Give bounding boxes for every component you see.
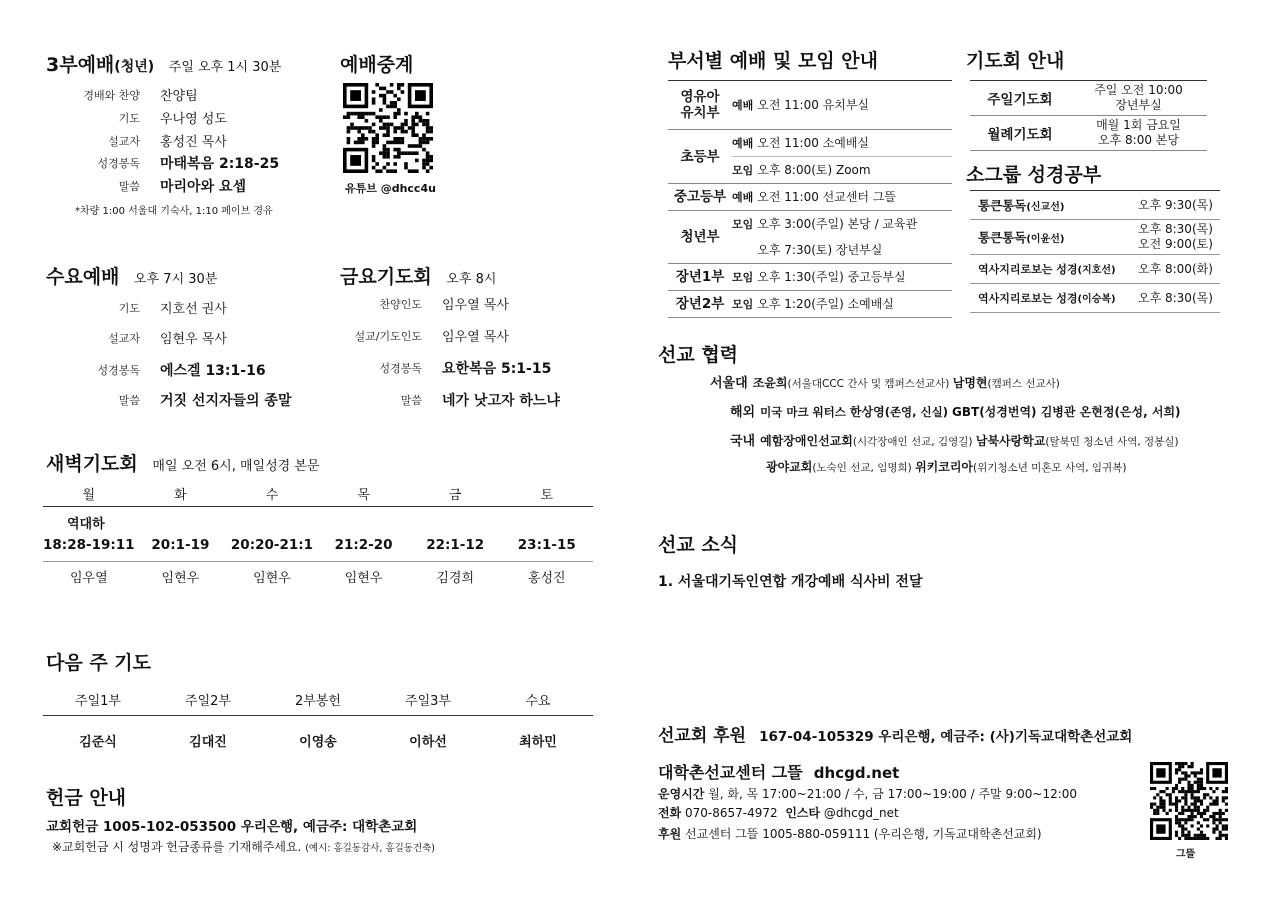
department-lines [732, 291, 952, 317]
department-schedule: 오후 1:20(주일) 소예배실 [757, 297, 894, 311]
next-prayer-names [43, 731, 593, 750]
departments-table [668, 80, 952, 318]
dawn-passage: 20:1-19 [151, 537, 210, 553]
mission-partner: 광야교회 [766, 460, 813, 474]
department-row [668, 130, 952, 184]
small-group-time-1: 오후 8:00(화) [1138, 261, 1213, 276]
department-line [732, 92, 869, 118]
friday-time: 오후 8시 [446, 272, 497, 287]
small-group-title: 통큰통독 [978, 198, 1027, 213]
friday-value: 요한복음 5:1-15 [442, 361, 552, 377]
department-lines [732, 81, 952, 129]
prayer-meetings-table [970, 80, 1207, 151]
center-support [658, 825, 1042, 842]
mission-partner: 남북사랑학교 [975, 434, 1046, 448]
department-name: 초등부 [680, 148, 720, 165]
prayer-meeting-row [970, 81, 1207, 116]
prayer-meeting-time-l2: 오후 8:00 본당 [1098, 133, 1179, 147]
center-phone-label: 전화 [658, 806, 682, 820]
service3-label: 설교자 [108, 135, 140, 148]
mission-news-title: 선교 소식 [658, 534, 739, 556]
wednesday-time: 오후 7시 30분 [134, 272, 218, 287]
service3-value: 홍성진 목사 [160, 135, 227, 150]
center-title: 대학촌선교센터 그뜰 [658, 763, 803, 782]
mission-line [710, 372, 1060, 391]
mission-partner: GBT(성경번역) 김병관 온현정(은성, 서희) [952, 405, 1181, 419]
service3-label: 경배와 찬양 [83, 89, 140, 102]
dawn-book: 역대하 [67, 517, 105, 532]
center-hours [658, 785, 1077, 802]
wednesday-label: 기도 [118, 302, 140, 315]
support-text: 167-04-105329 우리은행, 예금주: (사)기독교대학촌선교회 [759, 729, 1133, 745]
dawn-day: 화 [174, 488, 187, 503]
support-title: 선교회 후원 [658, 726, 747, 746]
department-lines [732, 264, 952, 290]
department-schedule: 오전 11:00 선교센터 그뜰 [757, 190, 897, 204]
wednesday-value: 에스겔 13:1-16 [160, 363, 266, 379]
dawn-day: 토 [540, 488, 554, 503]
prayer-meetings-title: 기도회 안내 [966, 50, 1065, 72]
department-row [668, 184, 952, 211]
small-group-row [970, 191, 1220, 220]
broadcast-caption: 유튜브 @dhcc4u [345, 182, 436, 195]
service3-time: 주일 오후 1시 30분 [168, 60, 282, 75]
friday-label: 찬양인도 [379, 298, 422, 311]
friday-value: 네가 낫고자 하느냐 [442, 393, 560, 409]
dawn-day: 금 [448, 488, 462, 503]
small-group-time [1138, 291, 1220, 306]
small-group-name [970, 261, 1138, 277]
service3-value: 마리아와 요셉 [160, 179, 247, 195]
dawn-day: 월 [82, 488, 96, 503]
mission-region: 서울대 [710, 376, 748, 391]
mission-partner: 한상영 [849, 405, 885, 419]
department-name: 장년1부 [675, 269, 725, 285]
department-line [732, 237, 952, 263]
department-lines [732, 184, 952, 210]
department-schedule: 오전 11:00 유치부실 [757, 98, 870, 112]
service3-title-suffix: (청년) [114, 59, 155, 75]
prayer-meeting-row [970, 116, 1207, 151]
prayer-meeting-time-l2: 장년부실 [1115, 98, 1162, 112]
mission-partner: 위키코리아 [915, 460, 974, 474]
friday-value: 임우열 목사 [442, 298, 509, 313]
small-group-time [1138, 198, 1220, 213]
dawn-leaders-row [43, 567, 593, 586]
center-hours-text: 월, 화, 목 17:00~21:00 / 수, 금 17:00~19:00 / 주말 9:00~12:00 [708, 787, 1078, 801]
wednesday-title [46, 262, 217, 289]
service3-title-text: 3부예배 [46, 54, 115, 76]
small-group-row [970, 284, 1220, 313]
mission-line [766, 458, 1126, 475]
department-name: 청년부 [680, 229, 720, 245]
department-lines [732, 211, 952, 263]
center-support-text: 선교센터 그뜰 1005-880-059111 (우리은행, 기독교대학촌선교회) [685, 827, 1042, 841]
dawn-passages-row [43, 537, 593, 553]
prayer-meeting-time-l1: 주일 오전 10:00 [1094, 83, 1183, 97]
mission-detail: (탈북민 청소년 사역, 정봉실) [1045, 436, 1179, 448]
center-support-label: 후원 [658, 827, 682, 841]
wednesday-title-text: 수요예배 [46, 266, 120, 288]
friday-label: 설교/기도인도 [354, 330, 422, 343]
department-row [668, 211, 952, 264]
small-group-title: 역사지리로보는 성경 [978, 292, 1078, 305]
mission-detail: (서울대CCC 간사 및 캠퍼스선교사) [787, 378, 953, 390]
small-group-name [970, 196, 1138, 214]
dawn-passage: 23:1-15 [517, 537, 576, 553]
department-schedule: 오후 7:30(토) 장년부실 [757, 243, 883, 257]
small-group-name [970, 290, 1138, 306]
next-prayer-role: 수요 [525, 694, 551, 709]
mission-line [730, 401, 1181, 420]
department-tag: 모임 [732, 218, 754, 231]
mission-detail: 미국 마크 워터스 [760, 405, 850, 419]
mission-line [730, 430, 1179, 449]
mission-region: 해외 [730, 405, 756, 420]
prayer-meeting-name: 월례기도회 [987, 127, 1053, 143]
center-qr-caption: 그뜰 [1176, 849, 1196, 860]
small-group-time [1138, 222, 1220, 252]
wednesday-value: 거짓 선지자들의 종말 [160, 393, 292, 409]
support-line [658, 721, 1132, 746]
department-tag: 모임 [732, 298, 754, 311]
mission-region: 국내 [730, 434, 756, 449]
dawn-sub: 매일 오전 6시, 매일성경 본문 [152, 459, 320, 474]
next-prayer-role: 주일1부 [75, 694, 121, 709]
prayer-meeting-time [1070, 118, 1207, 148]
dawn-title [46, 449, 319, 476]
mission-detail: (시각장애인 선교, 김영길) [852, 436, 976, 448]
dawn-passage: 21:2-20 [334, 537, 393, 553]
offering-account: 교회헌금 1005-102-053500 우리은행, 예금주: 대학촌교회 [46, 819, 418, 835]
mission-title: 선교 협력 [658, 344, 739, 366]
next-prayer-name: 김대진 [189, 735, 227, 750]
mission-detail: (존영, 신실) [884, 405, 953, 419]
department-row [668, 264, 952, 291]
center-phone: 070-8657-4972 [685, 806, 778, 820]
small-group-title: 통큰통독 [978, 230, 1027, 245]
dawn-leader: 임현우 [253, 571, 291, 586]
wednesday-value: 지호선 권사 [160, 302, 227, 317]
department-row [668, 291, 952, 318]
department-tag: 예배 [732, 191, 754, 204]
divider [43, 506, 593, 507]
small-groups-title: 소그룹 성경공부 [966, 164, 1102, 186]
department-name: 중고등부 [673, 189, 727, 205]
service3-label: 말씀 [118, 180, 140, 193]
dawn-day: 목 [357, 488, 370, 503]
department-tag: 모임 [732, 164, 754, 177]
department-tag: 모임 [732, 271, 754, 284]
dawn-days-row [43, 484, 593, 503]
prayer-meeting-time-l1: 매월 1회 금요일 [1096, 118, 1181, 132]
small-group-leader: (이윤선) [1026, 234, 1065, 245]
service3-title [46, 50, 281, 77]
prayer-meeting-name: 주일기도회 [987, 92, 1053, 108]
dawn-leader: 김경희 [436, 571, 475, 586]
friday-title [340, 262, 496, 289]
small-group-time-1: 오후 8:30(목) [1138, 222, 1213, 236]
dawn-leader: 임현우 [344, 571, 383, 586]
mission-detail: (노숙인 선교, 임명희) [812, 462, 916, 474]
dawn-leader: 홍성진 [527, 571, 566, 586]
mission-partner: 예함장애인선교회 [760, 434, 853, 448]
dawn-day: 수 [265, 488, 279, 503]
next-prayer-title: 다음 주 기도 [46, 652, 151, 674]
youtube-qr-code [343, 83, 433, 173]
next-prayer-name: 김준식 [79, 735, 117, 750]
small-group-time-1: 오후 9:30(목) [1138, 197, 1213, 212]
next-prayer-name: 최하민 [519, 735, 557, 750]
department-tag: 예배 [732, 99, 754, 112]
department-line [732, 264, 952, 290]
friday-title-text: 금요기도회 [340, 266, 432, 288]
prayer-meeting-time [1070, 83, 1207, 113]
next-prayer-name: 이하선 [409, 735, 447, 750]
wednesday-value: 임현우 목사 [160, 332, 227, 347]
departments-title: 부서별 예배 및 모임 안내 [668, 50, 878, 72]
dawn-passage: 20:20-21:1 [230, 537, 314, 553]
center-insta-label: 인스타 [785, 806, 821, 820]
department-name: 영유아 유치부 [680, 89, 720, 121]
service3-note: *차량 1:00 서울대 기숙사, 1:10 페이브 경유 [75, 206, 273, 217]
offering-title: 헌금 안내 [46, 787, 127, 809]
small-group-row [970, 255, 1220, 284]
broadcast-title: 예배중계 [340, 54, 414, 76]
next-prayer-role: 2부봉헌 [295, 694, 341, 709]
department-schedule: 오후 3:00(주일) 본당 / 교육관 [757, 217, 918, 231]
center-insta: @dhcgd_net [823, 806, 899, 820]
friday-label: 성경봉독 [379, 362, 422, 375]
center-contact [658, 804, 899, 821]
service3-value: 찬양팀 [160, 89, 198, 104]
small-group-time-2: 오전 9:00(토) [1138, 237, 1213, 251]
mission-partner: 남명현 [952, 376, 988, 390]
small-groups-table [970, 190, 1220, 313]
service3-label: 기도 [118, 112, 140, 125]
center-hours-label: 운영시간 [658, 787, 705, 801]
service3-label: 성경봉독 [97, 157, 140, 170]
department-schedule: 오후 8:00(토) Zoom [757, 163, 871, 177]
offering-note-example: (예시: 홍길동감사, 홍길동건축) [305, 843, 436, 854]
friday-value: 임우열 목사 [442, 330, 509, 345]
center-site: dhcgd.net [813, 764, 900, 782]
service3-value: 우나영 성도 [160, 112, 227, 127]
dawn-title-text: 새벽기도회 [46, 453, 138, 475]
friday-label: 말씀 [400, 394, 422, 407]
small-group-time-1: 오후 8:30(목) [1138, 290, 1213, 305]
department-schedule: 오후 1:30(주일) 중고등부실 [757, 270, 906, 284]
wednesday-label: 설교자 [108, 332, 140, 345]
divider [43, 715, 593, 716]
department-tag: 예배 [732, 137, 754, 150]
next-prayer-role: 주일3부 [405, 694, 451, 709]
offering-note-text: ※교회헌금 시 성명과 헌금종류를 기재해주세요. [52, 840, 302, 854]
department-line [732, 130, 952, 156]
dawn-leader: 임우열 [69, 571, 108, 586]
department-lines [732, 130, 952, 183]
small-group-leader: (지호선) [1077, 265, 1116, 276]
dawn-leader: 임현우 [161, 571, 200, 586]
service3-value: 마태복음 2:18-25 [160, 156, 280, 172]
wednesday-label: 성경봉독 [97, 364, 140, 377]
divider [43, 561, 593, 562]
department-line [732, 291, 952, 317]
dawn-passage: 18:28-19:11 [43, 537, 135, 553]
offering-note [52, 838, 435, 855]
next-prayer-name: 이영송 [299, 735, 337, 750]
center-title-line [658, 760, 899, 783]
small-group-name [970, 228, 1138, 246]
department-line [732, 211, 952, 237]
department-line [732, 156, 952, 183]
department-name: 장년2부 [675, 296, 725, 312]
next-prayer-role: 주일2부 [185, 694, 231, 709]
small-group-leader: (신교선) [1026, 202, 1065, 213]
mission-partner: 조윤희 [752, 376, 788, 390]
mission-news-item: 1. 서울대기독인연합 개강예배 식사비 전달 [658, 574, 923, 590]
mission-detail: (캠퍼스 선교사) [987, 378, 1060, 390]
mission-detail: (위기청소년 미혼모 사역, 임귀복) [973, 462, 1127, 474]
small-group-title: 역사지리로보는 성경 [978, 263, 1078, 276]
small-group-row [970, 220, 1220, 255]
department-line [732, 184, 952, 210]
wednesday-label: 말씀 [118, 394, 140, 407]
small-group-time [1138, 262, 1220, 277]
center-qr-code [1150, 762, 1228, 840]
small-group-leader: (이승복) [1077, 294, 1116, 305]
next-prayer-roles [43, 690, 593, 709]
department-schedule: 오전 11:00 소예배실 [757, 136, 870, 150]
department-row [668, 81, 952, 130]
dawn-passage: 22:1-12 [426, 537, 485, 553]
